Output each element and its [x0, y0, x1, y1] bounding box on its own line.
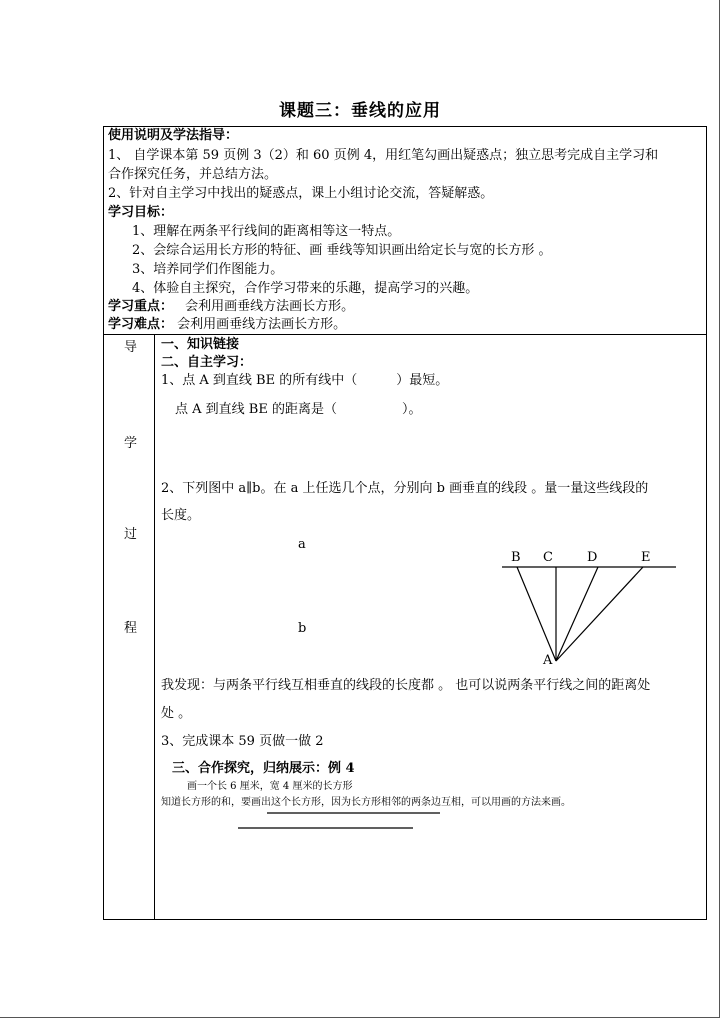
- key-point-text: 会利用画垂线方法画长方形。: [185, 299, 355, 314]
- point-a-label: A: [543, 653, 553, 668]
- point-d-label: D: [587, 550, 598, 565]
- discovery-text-cont: 处 。: [161, 706, 192, 721]
- question-3: 3、完成课本 59 页做一做 2: [161, 734, 324, 749]
- goal-item: 4、体验自主探究，合作学习带来的乐趣，提高学习的兴趣。: [132, 281, 479, 296]
- goal-item: 3、培养同学们作图能力。: [132, 262, 284, 277]
- section-self-study: 二、自主学习：: [161, 355, 253, 370]
- side-label: 过: [124, 527, 138, 542]
- point-b-label: B: [511, 550, 521, 565]
- question-2: 2、下列图中 a∥b。在 a 上任选几个点，分别向 b 画垂直的线段 。量一量这些线段的: [161, 481, 649, 496]
- goal-item: 2、会综合运用长方形的特征、画 垂线等知识画出给定长与宽的长方形 。: [132, 243, 552, 258]
- segment-ea: [556, 567, 643, 661]
- example-4-task: 画一个长 6 厘米，宽 4 厘米的长方形: [187, 781, 353, 792]
- discovery-text: 我发现：与两条平行线互相垂直的线段的长度都 。 也可以说两条平行线之间的距离处: [161, 678, 651, 693]
- guide-heading: 使用说明及学法指导：: [108, 128, 239, 143]
- section-knowledge-link: 一、知识链接: [161, 337, 240, 352]
- guide-item-1-cont: 合作探究任务，并总结方法。: [108, 167, 278, 182]
- side-label: 学: [124, 436, 138, 451]
- side-label: 导: [124, 340, 138, 355]
- difficulty-label: 学习难点：: [108, 317, 174, 332]
- question-1: 1、点 A 到直线 BE 的所有线中（ ）最短。: [161, 373, 449, 388]
- segment-ba: [517, 567, 556, 661]
- guide-item-2: 2、针对自主学习中找出的疑惑点，课上小组讨论交流，答疑解惑。: [108, 186, 494, 201]
- goals-heading: 学习目标：: [108, 205, 174, 220]
- guide-item-1: 1、 自学课本第 59 页例 3（2）和 60 页例 4，用红笔勾画出疑惑点；独立思考完成自主学习和: [108, 148, 659, 163]
- segment-da: [556, 567, 598, 661]
- question-1-distance: 点 A 到直线 BE 的距离是（ ）。: [175, 402, 422, 417]
- key-point-label: 学习重点：: [108, 299, 174, 314]
- line-b-label: b: [298, 621, 307, 636]
- line-a-label: a: [298, 537, 306, 552]
- example-4-hint: 知道长方形的和，要画出这个长方形，因为长方形相邻的两条边互相，可以用画的方法来画。: [161, 797, 571, 808]
- question-2-cont: 长度。: [161, 508, 201, 523]
- point-c-label: C: [543, 550, 553, 565]
- point-e-label: E: [641, 550, 651, 565]
- section-cooperative: 三、合作探究，归纳展示：例 4: [172, 761, 355, 776]
- goal-item: 1、理解在两条平行线间的距离相等这一特点。: [132, 224, 401, 239]
- side-label: 程: [124, 621, 138, 636]
- difficulty-text: 会利用画垂线方法画长方形。: [177, 317, 347, 332]
- page-title: 课题三：垂线的应用: [279, 101, 441, 121]
